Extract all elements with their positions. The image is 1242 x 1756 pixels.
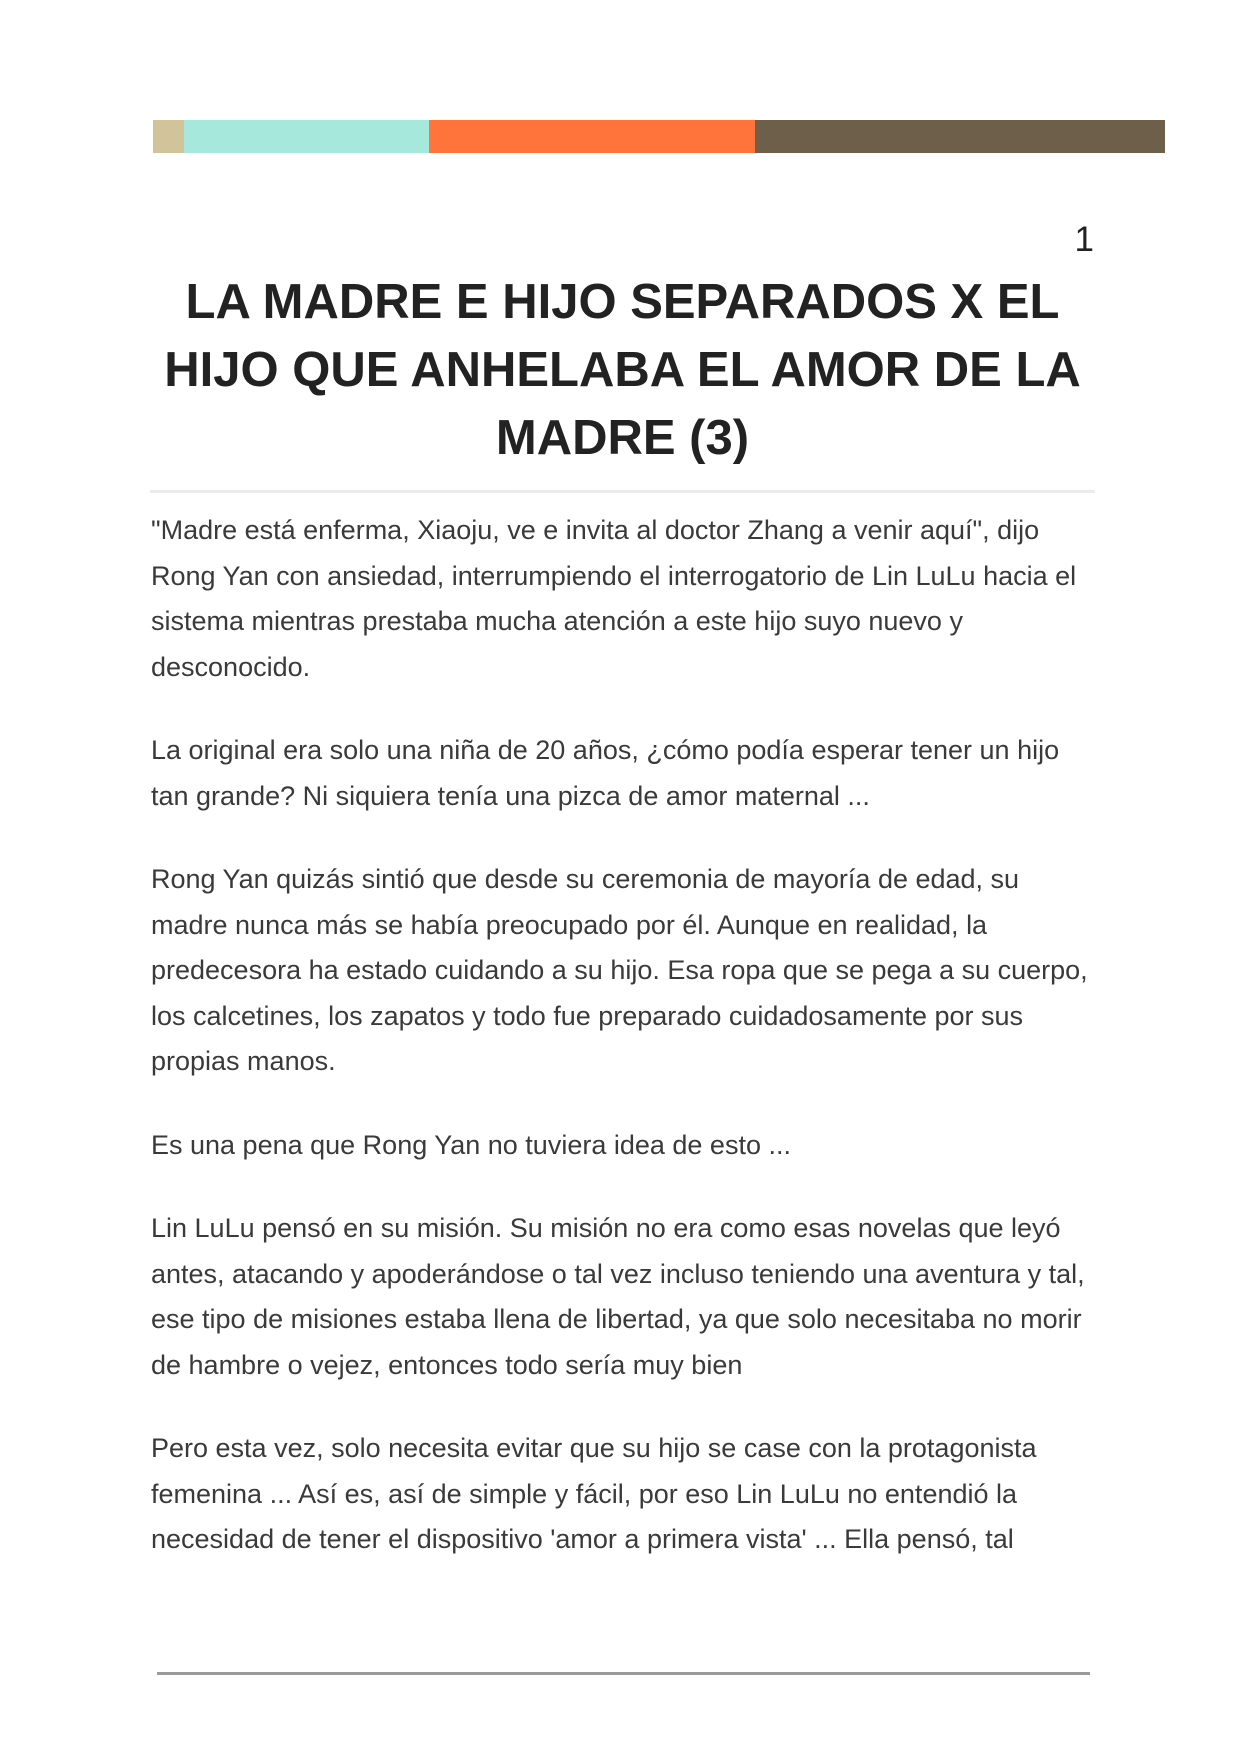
paragraph: Rong Yan quizás sintió que desde su ceremonia de mayoría de edad, su madre nunca más se había preocupado por él. Aunque en realidad, la predecesora ha estado cuidando a su hijo. Esa ropa que se pega a su cuerpo, los calcetines, los zapatos y todo fue preparado cuidadosamente por sus propias manos.: [151, 864, 1088, 1076]
color-band-segment: [755, 120, 1165, 153]
paragraph: Lin LuLu pensó en su misión. Su misión no era como esas novelas que leyó antes, atacando y apoderándose o tal vez incluso teniendo una aventura y tal, ese tipo de misiones estaba llena de libertad, ya que solo necesitaba no morir de hambre o vejez, entonces todo sería muy bien: [151, 1213, 1085, 1380]
color-band-segment: [184, 120, 429, 153]
chapter-body: [151, 508, 1095, 1601]
chapter-title: LA MADRE E HIJO SEPARADOS X EL HIJO QUE ANHELABA EL AMOR DE LA MADRE (3): [164, 275, 1081, 465]
footer-divider: [157, 1672, 1090, 1675]
paragraph: "Madre está enferma, Xiaoju, ve e invita al doctor Zhang a venir aquí", dijo Rong Yan con ansiedad, interrumpiendo el interrogatorio de Lin LuLu hacia el sistema mientras prestaba mucha atención a este hijo suyo nuevo y desconocido.: [151, 515, 1077, 682]
paragraph: Es una pena que Rong Yan no tuviera idea de esto ...: [151, 1129, 791, 1160]
header-color-band: [153, 120, 1165, 153]
title-divider: [150, 490, 1095, 493]
paragraph: Pero esta vez, solo necesita evitar que su hijo se case con la protagonista femenina ... Así es, así de simple y fácil, por eso Lin LuLu no entendió la necesidad de tener el dispositivo 'amor a primera vista' ... Ella pensó, tal: [151, 1433, 1037, 1554]
color-band-segment: [429, 120, 755, 153]
paragraph: La original era solo una niña de 20 años, ¿cómo podía esperar tener un hijo tan grande? Ni siquiera tenía una pizca de amor maternal ...: [151, 735, 1060, 811]
page-number: 1: [1074, 220, 1094, 259]
color-band-segment: [153, 120, 184, 153]
